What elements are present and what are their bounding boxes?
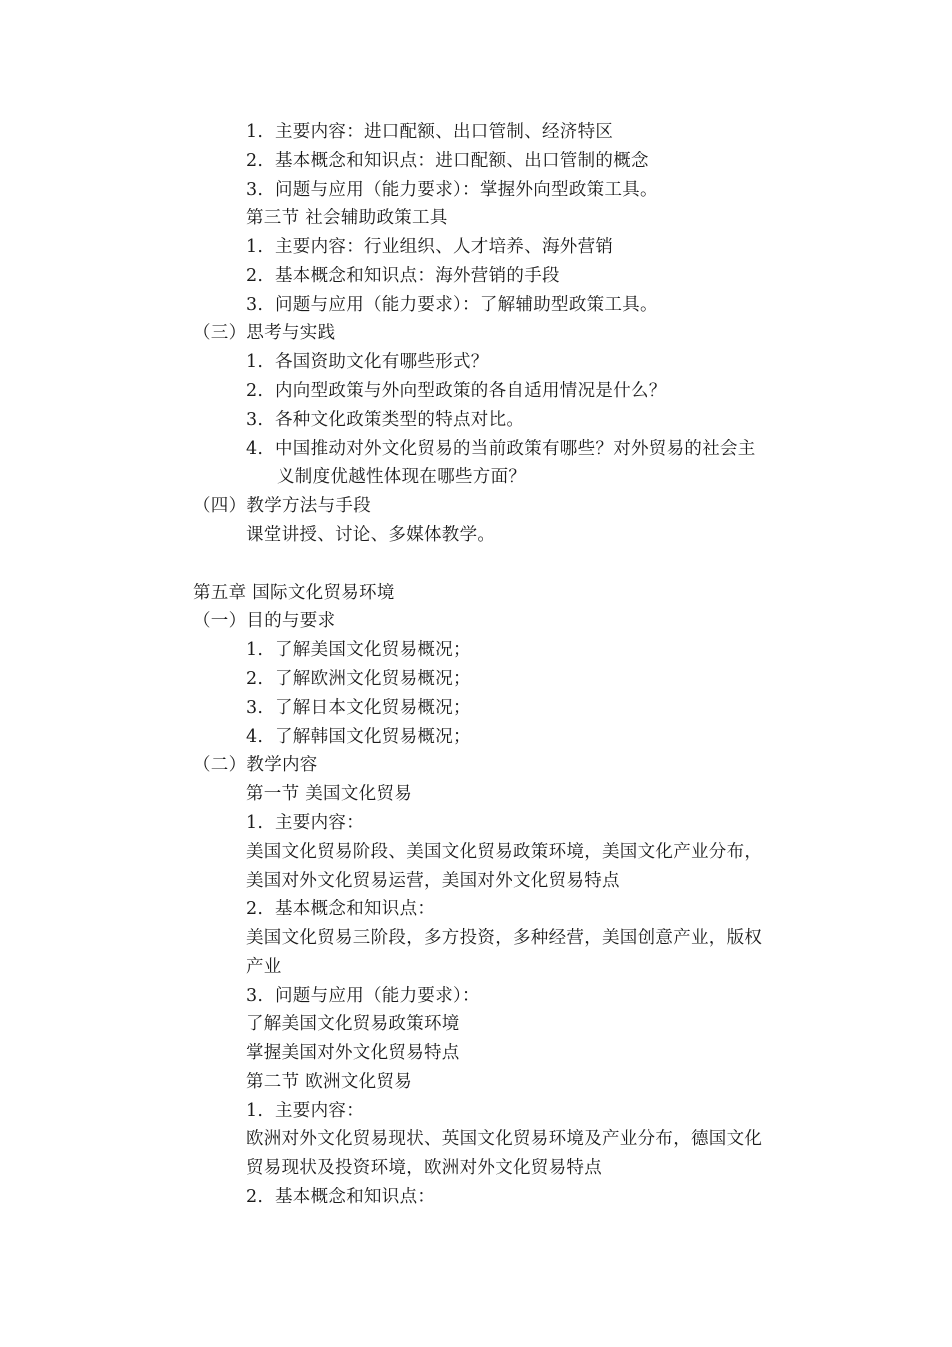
line-text: 了解日本文化贸易概况； — [275, 698, 471, 718]
line-text: 内向型政策与外向型政策的各自适用情况是什么？ — [275, 381, 667, 401]
text-line — [246, 294, 658, 316]
line-text: 中国推动对外文化贸易的当前政策有哪些？对外贸易的社会主 — [275, 439, 756, 459]
line-text: 第一节 美国文化贸易 — [246, 784, 413, 804]
line-text: 第五章 国际文化贸易环境 — [193, 583, 395, 603]
line-text: （四）教学方法与手段 — [193, 496, 371, 516]
line-text: 美国文化贸易三阶段，多方投资，多种经营，美国创意产业，版权 — [246, 928, 763, 948]
text-line — [246, 380, 667, 402]
text-line — [246, 956, 282, 978]
line-text: 基本概念和知识点： — [275, 1187, 436, 1207]
text-line — [246, 1013, 460, 1035]
line-text: 欧洲对外文化贸易现状、英国文化贸易环境及产业分布，德国文化 — [246, 1129, 763, 1149]
line-text: 了解欧洲文化贸易概况； — [275, 669, 471, 689]
text-line — [246, 121, 613, 143]
text-line — [193, 322, 335, 344]
line-text: 各种文化政策类型的特点对比。 — [275, 410, 525, 430]
line-text: 主要内容： — [275, 1101, 364, 1121]
list-number: 3. — [246, 986, 264, 1006]
list-number: 2. — [246, 266, 264, 286]
text-line — [246, 870, 620, 892]
line-text: （二）教学内容 — [193, 755, 318, 775]
line-text: 各国资助文化有哪些形式？ — [275, 352, 489, 372]
text-line — [246, 726, 471, 748]
text-line — [246, 1100, 364, 1122]
text-line — [193, 495, 371, 517]
line-text: 贸易现状及投资环境，欧洲对外文化贸易特点 — [246, 1158, 602, 1178]
line-text: 基本概念和知识点：海外营销的手段 — [275, 266, 560, 286]
list-number: 1. — [246, 237, 264, 257]
list-number: 3. — [246, 180, 264, 200]
line-text: 产业 — [246, 957, 282, 977]
list-number: 1. — [246, 122, 264, 142]
line-text: 美国文化贸易阶段、美国文化贸易政策环境，美国文化产业分布， — [246, 842, 763, 862]
list-number: 2. — [246, 151, 264, 171]
text-line — [193, 582, 395, 604]
text-line — [246, 179, 658, 201]
list-number: 3. — [246, 410, 264, 430]
line-text: 义制度优越性体现在哪些方面？ — [277, 467, 527, 487]
text-line — [246, 351, 489, 373]
text-line — [246, 1128, 762, 1150]
text-line — [246, 265, 560, 287]
text-line — [246, 524, 495, 546]
text-line — [246, 927, 762, 949]
text-line — [246, 898, 435, 920]
text-line — [193, 754, 318, 776]
text-line — [246, 985, 480, 1007]
text-line — [246, 207, 448, 229]
line-text: （三）思考与实践 — [193, 323, 336, 343]
line-text: 问题与应用（能力要求）： — [275, 986, 480, 1006]
list-number: 1. — [246, 813, 264, 833]
line-text: 基本概念和知识点： — [275, 899, 436, 919]
line-text: 基本概念和知识点：进口配额、出口管制的概念 — [275, 151, 649, 171]
line-text: 第三节 社会辅助政策工具 — [246, 208, 448, 228]
line-text: 了解美国文化贸易概况； — [275, 640, 471, 660]
line-text: 美国对外文化贸易运营，美国对外文化贸易特点 — [246, 871, 620, 891]
line-text: 问题与应用（能力要求）：掌握外向型政策工具。 — [275, 180, 658, 200]
line-text: 课堂讲授、讨论、多媒体教学。 — [246, 525, 496, 545]
text-line — [193, 610, 335, 632]
text-line — [277, 466, 526, 488]
list-number: 1. — [246, 1101, 264, 1121]
list-number: 1. — [246, 640, 264, 660]
line-text: 问题与应用（能力要求）：了解辅助型政策工具。 — [275, 295, 658, 315]
text-line — [246, 1042, 460, 1064]
list-number: 4. — [246, 727, 264, 747]
text-line — [246, 409, 524, 431]
text-line — [246, 668, 471, 690]
list-number: 2. — [246, 669, 264, 689]
text-line — [246, 697, 471, 719]
text-line — [246, 812, 364, 834]
line-text: 主要内容：进口配额、出口管制、经济特区 — [275, 122, 614, 142]
text-line — [246, 1157, 602, 1179]
list-number: 1. — [246, 352, 264, 372]
list-number: 3. — [246, 295, 264, 315]
text-line — [246, 236, 613, 258]
text-line — [246, 150, 649, 172]
list-number: 3. — [246, 698, 264, 718]
line-text: （一）目的与要求 — [193, 611, 336, 631]
text-line — [246, 783, 412, 805]
line-text: 了解韩国文化贸易概况； — [275, 727, 471, 747]
text-line — [246, 438, 756, 460]
line-text: 掌握美国对外文化贸易特点 — [246, 1043, 460, 1063]
list-number: 2. — [246, 899, 264, 919]
line-text: 主要内容：行业组织、人才培养、海外营销 — [275, 237, 614, 257]
text-line — [246, 1186, 435, 1208]
text-line — [246, 639, 471, 661]
line-text: 主要内容： — [275, 813, 364, 833]
text-line — [246, 841, 762, 863]
line-text: 了解美国文化贸易政策环境 — [246, 1014, 460, 1034]
text-line — [246, 1071, 412, 1093]
line-text: 第二节 欧洲文化贸易 — [246, 1072, 413, 1092]
list-number: 2. — [246, 381, 264, 401]
list-number: 4. — [246, 439, 264, 459]
list-number: 2. — [246, 1187, 264, 1207]
